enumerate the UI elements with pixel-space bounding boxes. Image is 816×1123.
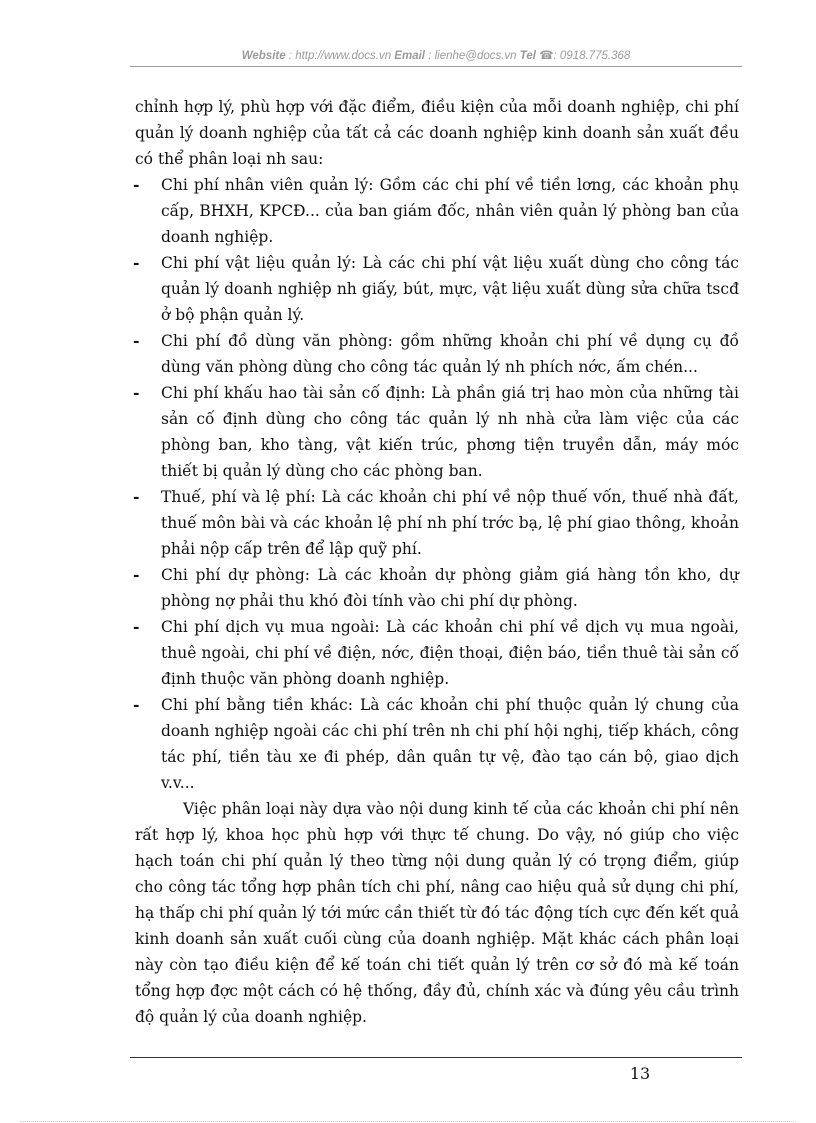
list-item-text: Chi phí nhân viên quản lý: Gồm các chi phí về tiền lơng, các khoản phụ cấp, BHXH, KPCĐ... của ban giám đốc, nhân viên quản lý phòng ban của doanh nghiệp.	[161, 176, 739, 246]
list-item	[135, 692, 739, 796]
bullet-dash: -	[133, 383, 140, 402]
list-item-text: Chi phí vật liệu quản lý: Là các chi phí vật liệu xuất dùng cho công tác quản lý doanh nghiệp nh giấy, bút, mực, vật liệu xuất dùng sửa chữa tscđ ở bộ phận quản lý.	[161, 254, 739, 324]
header-divider	[130, 66, 742, 67]
list-item-text: Chi phí khấu hao tài sản cố định: Là phần giá trị hao mòn của những tài sản cố định dùng cho công tác quản lý nh nhà cửa làm việc của các phòng ban, kho tàng, vật kiến trúc, phơng tiện truyền dẫn, máy móc thiết bị quản lý dùng cho các phòng ban.	[161, 384, 739, 480]
page-header	[130, 48, 742, 62]
list-item	[135, 380, 739, 484]
bullet-dash: -	[133, 565, 140, 584]
intro-paragraph: chỉnh hợp lý, phù hợp với đặc điểm, điều kiện của mỗi doanh nghiệp, chi phí quản lý doanh nghiệp của tất cả các doanh nghiệp kinh doanh sản xuất đều có thể phân loại nh sau:	[135, 98, 739, 168]
list-item	[135, 172, 739, 250]
tel-value: : 0918.775.368	[553, 50, 631, 62]
page-body	[135, 94, 739, 1030]
email-label: Email	[394, 50, 425, 62]
bullet-dash: -	[133, 695, 140, 714]
bullet-dash: -	[133, 487, 140, 506]
list-item-text: Chi phí dự phòng: Là các khoản dự phòng giảm giá hàng tồn kho, dự phòng nợ phải thu khó đòi tính vào chi phí dự phòng.	[161, 566, 739, 610]
phone-icon: ☎	[539, 50, 554, 62]
list-item	[135, 614, 739, 692]
bullet-dash: -	[133, 253, 140, 272]
list-item-text: Chi phí đồ dùng văn phòng: gồm những khoản chi phí về dụng cụ đồ dùng văn phòng dùng cho công tác quản lý nh phích nớc, ấm chén...	[161, 332, 739, 376]
bullet-dash: -	[133, 175, 140, 194]
page-edge-divider	[20, 1121, 796, 1122]
list-item	[135, 328, 739, 380]
list-item-text: Chi phí dịch vụ mua ngoài: Là các khoản chi phí về dịch vụ mua ngoài, thuê ngoài, chi phí về điện, nớc, điện thoại, điện báo, tiền thuê tài sản cố định thuộc văn phòng doanh nghiệp.	[161, 618, 739, 688]
list-item-text: Chi phí bằng tiền khác: Là các khoản chi phí thuộc quản lý chung của doanh nghiệp ngoài các chi phí trên nh chi phí hội nghị, tiếp khách, công tác phí, tiền tàu xe đi phép, dân quân tự vệ, đào tạo cán bộ, giao dịch v.v...	[161, 696, 739, 792]
bullet-dash: -	[133, 617, 140, 636]
page-number: 13	[629, 1064, 651, 1083]
email-value: : lienhe@docs.vn	[428, 50, 517, 62]
list-item	[135, 250, 739, 328]
list-item	[135, 562, 739, 614]
closing-paragraph: Việc phân loại này dựa vào nội dung kinh tế của các khoản chi phí nên rất hợp lý, khoa học phù hợp với thực tế chung. Do vậy, nó giúp cho việc hạch toán chi phí quản lý theo từng nội dung quản lý có trọng điểm, giúp cho công tác tổng hợp phân tích chi phí, nâng cao hiệu quả sử dụng chi phí, hạ thấp chi phí quản lý tới mức cần thiết từ đó tác động tích cực đến kết quả kinh doanh sản xuất cuối cùng của doanh nghiệp. Mặt khác cách phân loại này còn tạo điều kiện để kế toán chi tiết quản lý trên cơ sở đó mà kế toán tổng hợp đợc một cách có hệ thống, đầy đủ, chính xác và đúng yêu cầu trình độ quản lý của doanh nghiệp.	[135, 800, 739, 1026]
footer-divider	[130, 1057, 742, 1058]
bullet-dash: -	[133, 331, 140, 350]
website-url: : http://www.docs.vn	[288, 50, 392, 62]
list-item-text: Thuế, phí và lệ phí: Là các khoản chi phí về nộp thuế vốn, thuế nhà đất, thuế môn bài và các khoản lệ phí nh phí trớc bạ, lệ phí giao thông, khoản phải nộp cấp trên để lập quỹ phí.	[161, 488, 739, 558]
website-label: Website	[241, 50, 286, 62]
tel-label: Tel	[519, 50, 536, 62]
list-item	[135, 484, 739, 562]
